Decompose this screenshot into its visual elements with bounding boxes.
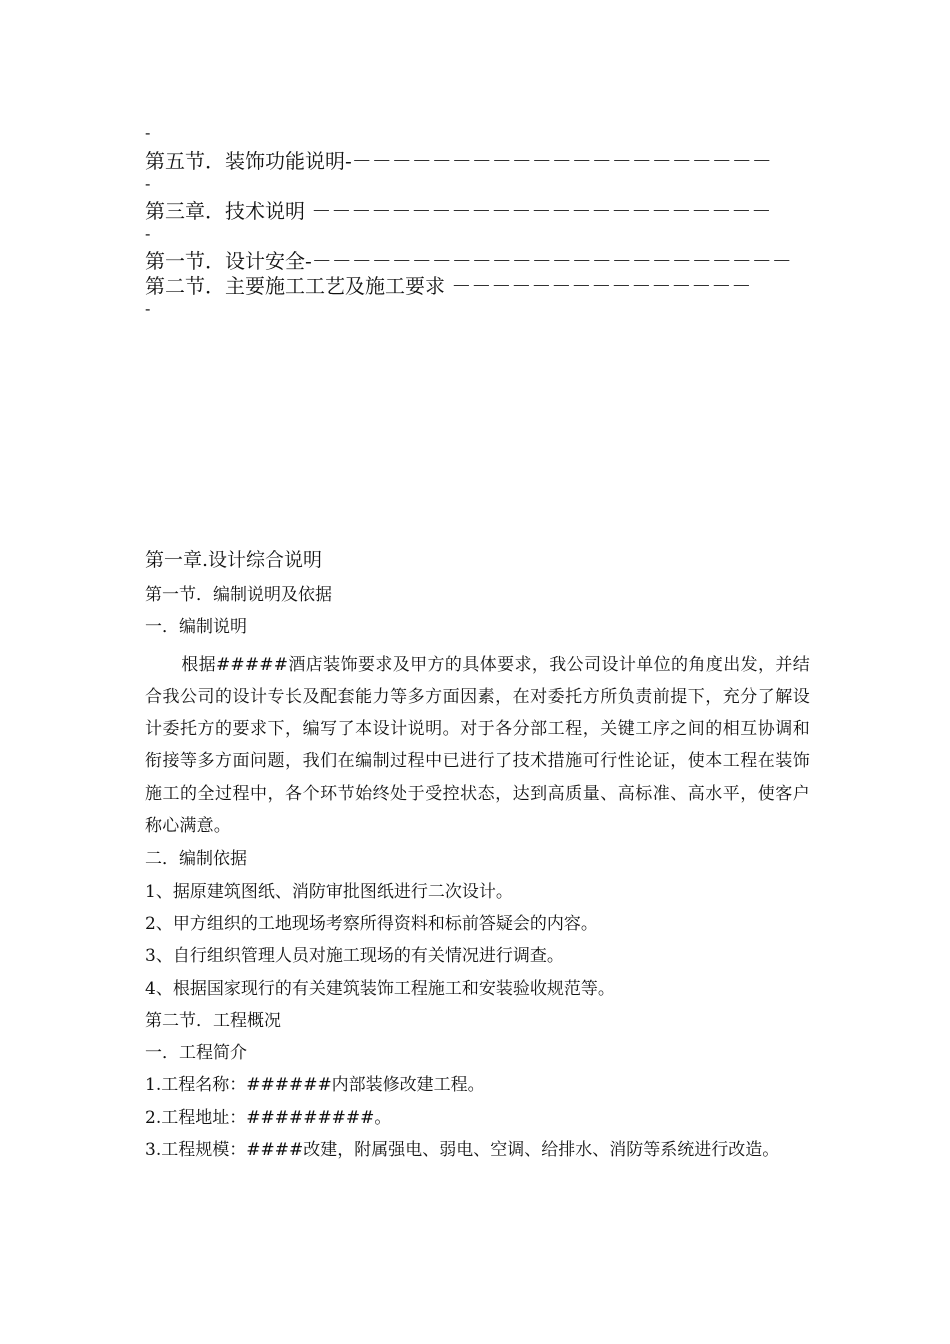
basis-item: 1、据原建筑图纸、消防审批图纸进行二次设计。 xyxy=(145,881,513,902)
toc-item-section-2-tail: - xyxy=(145,299,151,318)
section-title: 第一节．编制说明及依据 xyxy=(145,585,332,605)
toc-item-chapter-3: 第三章．技术说明 －－－－－－－－－－－－－－－－－－－－－－－ xyxy=(145,199,772,223)
section-title: 第二节．工程概况 xyxy=(145,1010,281,1031)
toc-item-section-1: 第一节．设计安全-－－－－－－－－－－－－－－－－－－－－－－－－ xyxy=(145,249,792,273)
basis-item: 4、根据国家现行的有关建筑装饰工程施工和安装验收规范等。 xyxy=(145,978,615,999)
subsection-title: 二．编制依据 xyxy=(145,849,247,870)
toc-item-section-5-tail: - xyxy=(145,174,151,193)
chapter-title: 第一章.设计综合说明 xyxy=(145,549,323,571)
toc-leading-dash: - xyxy=(145,123,151,142)
subsection-title: 一．工程简介 xyxy=(145,1043,247,1064)
toc-item-section-5: 第五节．装饰功能说明-－－－－－－－－－－－－－－－－－－－－－ xyxy=(145,149,772,173)
document-body xyxy=(145,548,810,1171)
basis-item: 2、甲方组织的工地现场考察所得资料和标前答疑会的内容。 xyxy=(145,913,598,934)
paragraph-text: 根据#####酒店装饰要求及甲方的具体要求，我公司设计单位的角度出发，并结合我公司的设计专长及配套能力等多方面因素，在对委托方所负责前提下，充分了解设计委托方的要求下，编写了本设计说明。对于各分部工程，关键工序之间的相互协调和衔接等多方面问题，我们在编制过程中已进行了技术措施可行性论证，使本工程在装饰施工的全过程中，各个环节始终处于受控状态，达到高质量、高标准、高水平，使客户称心满意。 xyxy=(145,654,810,837)
toc-item-chapter-3-tail: - xyxy=(145,224,151,243)
overview-item: 1.工程名称：######内部装修改建工程。 xyxy=(145,1075,485,1096)
subsection-title: 一．编制说明 xyxy=(145,617,247,638)
basis-item: 3、自行组织管理人员对施工现场的有关情况进行调查。 xyxy=(145,946,564,967)
toc-item-section-2: 第二节．主要施工工艺及施工要求 －－－－－－－－－－－－－－－ xyxy=(145,274,752,298)
overview-item: 3.工程规模：####改建，附属强电、弱电、空调、给排水、消防等系统进行改造。 xyxy=(145,1140,780,1161)
description-paragraph xyxy=(145,649,810,843)
overview-item: 2.工程地址：#########。 xyxy=(145,1107,392,1128)
